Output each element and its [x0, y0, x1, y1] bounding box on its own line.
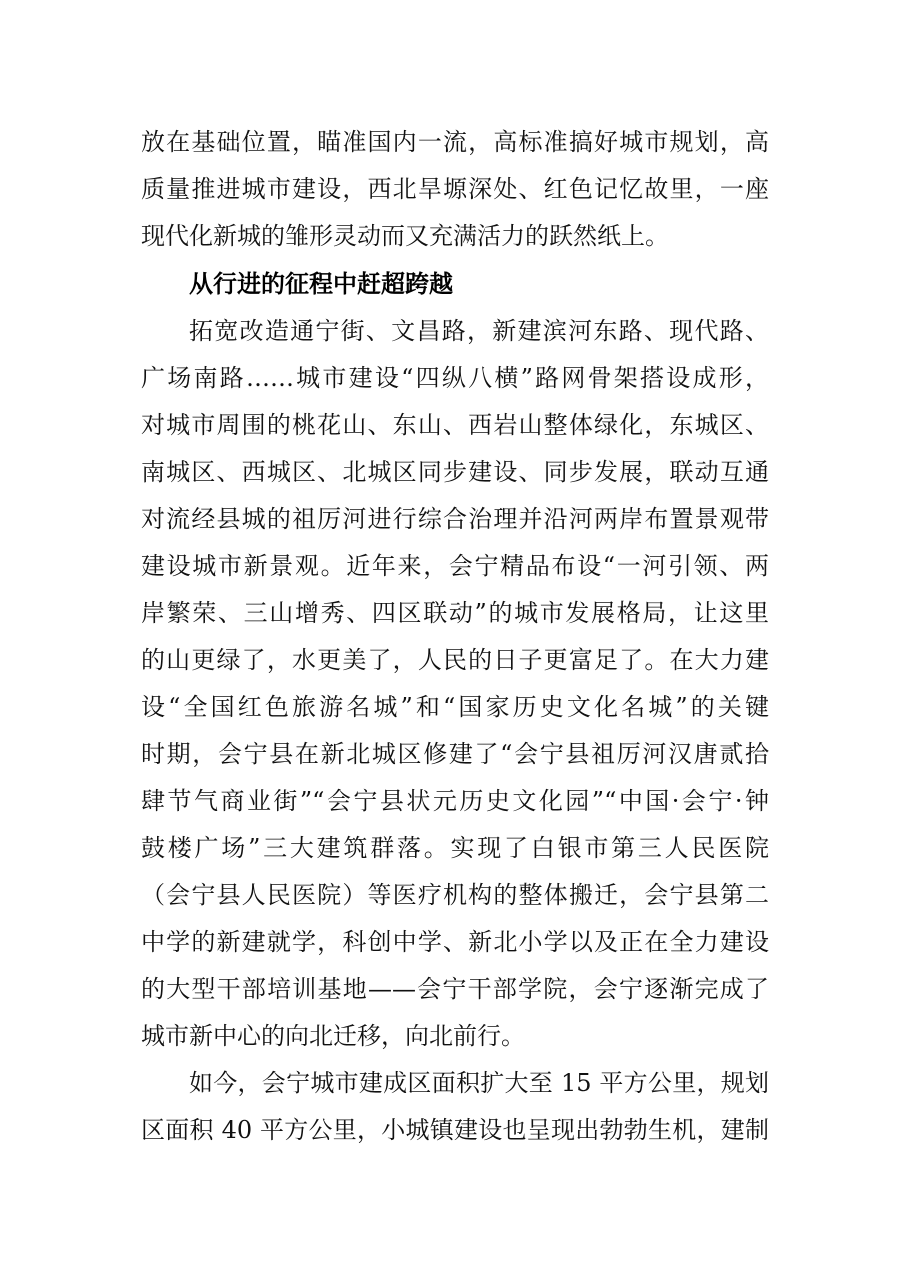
paragraph-2-line-6: 建设城市新景观。近年来，会宁精品布设“一河引领、两 — [141, 552, 769, 580]
paragraph-2-line-15: 的大型干部培训基地——会宁干部学院，会宁逐渐完成了 — [141, 975, 769, 1003]
paragraph-2-line-12: 鼓楼广场”三大建筑群落。实现了白银市第三人民医院 — [141, 834, 769, 862]
paragraph-2-line-11: 肆节气商业街”“会宁县状元历史文化园”“中国·会宁·钟 — [141, 787, 769, 815]
paragraph-2-line-8: 的山更绿了，水更美了，人民的日子更富足了。在大力建 — [141, 646, 769, 674]
paragraph-3-line-1: 如今，会宁城市建成区面积扩大至 15 平方公里，规划 — [189, 1069, 769, 1097]
paragraph-1-line-1: 放在基础位置，瞄准国内一流，高标准搞好城市规划，高 — [141, 128, 769, 156]
paragraph-2-line-9: 设“全国红色旅游名城”和“国家历史文化名城”的关键 — [141, 693, 769, 721]
paragraph-2-line-10: 时期，会宁县在新北城区修建了“会宁县祖厉河汉唐贰拾 — [141, 740, 769, 768]
paragraph-2-line-2: 广场南路……城市建设“四纵八横”路网骨架搭设成形， — [141, 364, 769, 392]
paragraph-2-line-14: 中学的新建就学，科创中学、新北小学以及正在全力建设 — [141, 928, 769, 956]
paragraph-2-line-5: 对流经县城的祖厉河进行综合治理并沿河两岸布置景观带 — [141, 505, 769, 533]
paragraph-1-line-3: 现代化新城的雏形灵动而又充满活力的跃然纸上。 — [141, 222, 669, 250]
section-heading: 从行进的征程中赶超跨越 — [189, 270, 453, 298]
paragraph-3-line-2: 区面积 40 平方公里，小城镇建设也呈现出勃勃生机，建制 — [141, 1116, 769, 1144]
paragraph-2-line-3: 对城市周围的桃花山、东山、西岩山整体绿化，东城区、 — [141, 411, 769, 439]
paragraph-2-line-7: 岸繁荣、三山增秀、四区联动”的城市发展格局，让这里 — [141, 599, 769, 627]
paragraph-2-line-16: 城市新中心的向北迁移，向北前行。 — [141, 1022, 525, 1050]
paragraph-2-line-13: （会宁县人民医院）等医疗机构的整体搬迁，会宁县第二 — [141, 881, 769, 909]
paragraph-2-line-1: 拓宽改造通宁街、文昌路，新建滨河东路、现代路、 — [189, 317, 769, 345]
paragraph-1-line-2: 质量推进城市建设，西北旱塬深处、红色记忆故里，一座 — [141, 175, 769, 203]
paragraph-2-line-4: 南城区、西城区、北城区同步建设、同步发展，联动互通 — [141, 458, 769, 486]
